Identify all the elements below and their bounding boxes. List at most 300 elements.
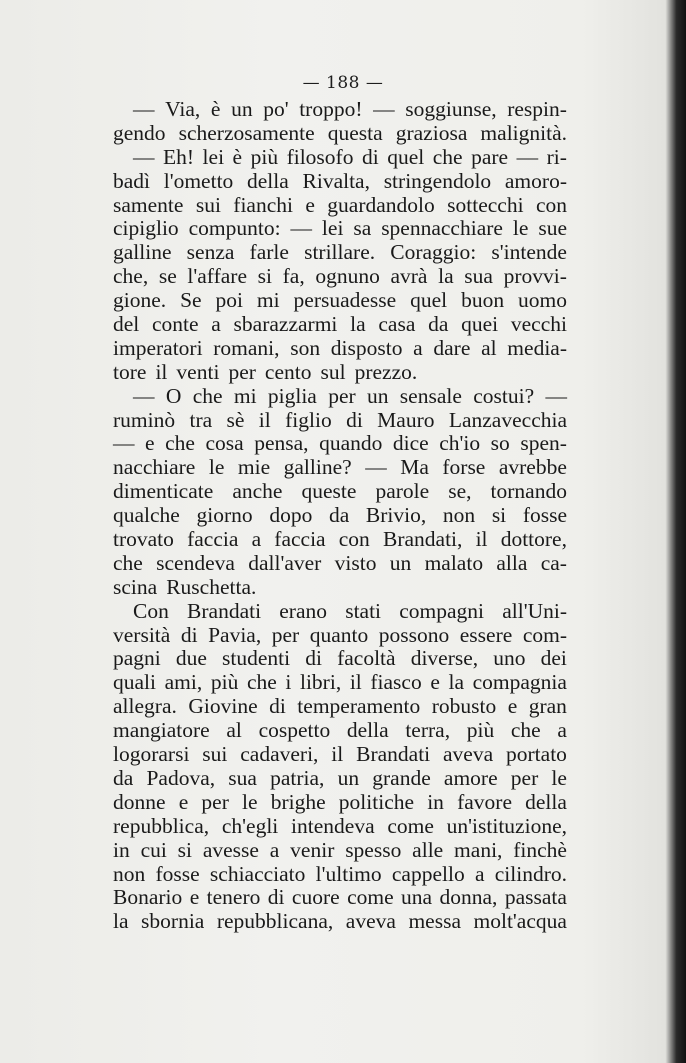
word: fosse [522,503,567,528]
word: diverse, [410,646,479,671]
word: di [269,694,286,719]
body-text [113,98,567,934]
word: sui [202,742,228,767]
word: venti [176,359,220,384]
word: prezzo. [354,359,418,384]
word: per [510,765,539,790]
word: scina [113,574,158,599]
word: in [113,837,130,862]
word: sua [228,765,257,790]
word: qualche [113,503,180,528]
word: portato [506,742,567,767]
word: a [211,312,221,337]
word: compunto: [188,216,281,241]
word: dei [540,646,567,671]
word: — [133,97,155,121]
word: da [113,765,134,790]
text-line [113,647,567,671]
word: aveva [345,909,396,934]
word: Giovine [188,694,258,719]
word: po' [263,97,289,121]
word: mi [256,288,280,313]
word: Brandati, [382,527,463,552]
word: — [373,97,395,121]
word: buon [461,288,505,313]
word: queste [301,479,357,504]
text-line [113,815,567,839]
word: con [338,527,370,552]
word: fa, [282,264,305,289]
text-line [113,695,567,719]
word: farle [249,240,289,265]
word: strillare. [304,240,376,265]
word: se, [448,479,472,504]
word: costui? [473,383,535,408]
word: si [177,837,193,862]
word: sui [195,192,221,217]
word: Ma [400,455,429,480]
word: pare [471,144,509,169]
word: i [285,670,292,695]
word: avesse [202,837,259,862]
word: Con [133,598,169,623]
word: quel [410,288,448,313]
word: galline [113,240,172,265]
word: robusto [431,694,497,719]
word: messa [408,909,461,934]
word: piglia [267,383,317,408]
word: mi [233,383,257,408]
word: facoltà [337,646,396,671]
word: anche [232,479,283,504]
word: gendo [113,120,166,145]
word: a [557,718,567,743]
word: la [350,312,366,337]
word: mangiatore [113,718,210,743]
word: patria, [270,765,325,790]
word: conte [152,312,199,337]
word: come [347,885,394,910]
word: repubblicana, [216,909,334,934]
word: Padova, [146,765,216,790]
word: malignità. [480,120,567,145]
word: sua [464,264,493,289]
word: sul [320,359,346,384]
word: alle [412,837,444,862]
text-line [113,576,567,600]
word: malato [424,550,484,575]
word: è [210,97,221,121]
word: cospetto [258,718,331,743]
word: faccia [274,527,326,552]
word: come [387,813,434,838]
text-line [113,409,567,433]
text-line [113,552,567,576]
word: Brandati [356,742,431,767]
word: per [328,383,356,408]
word: da [428,312,449,337]
word: parole [375,479,430,504]
word: — [133,144,155,169]
word: più [210,670,239,695]
word: mani, [454,837,503,862]
word: due [175,646,207,671]
word: intendeva [291,813,375,838]
text-line [113,98,567,122]
word: il [475,527,488,552]
word: un [366,383,389,408]
word: media- [507,335,567,360]
text-line [113,217,567,241]
word: erano [279,598,328,623]
word: avrebbe [498,455,567,480]
word: e [189,885,200,910]
word: Ruschetta. [166,574,257,599]
word: quando [319,431,383,456]
word: che [113,550,143,575]
word: più [250,144,279,169]
text-line [113,289,567,313]
word: sensale [399,383,462,408]
word: che [510,718,541,743]
word: da [328,503,350,528]
word: il [258,407,271,432]
word: essere [459,622,513,647]
word: aveva [443,742,494,767]
word: son [290,335,321,360]
word: e [507,694,518,719]
word: fiasco [370,670,422,695]
word: in [427,789,444,814]
text-line [113,886,567,910]
word: allegra. [113,694,177,719]
word: galline? [283,455,352,480]
word: l'affare [187,264,247,289]
word: uomo [518,288,567,313]
word: nacchiare [113,455,196,480]
word: imperatori [113,335,203,360]
word: compagni [399,598,485,623]
word: provvi- [503,264,567,289]
text-line [113,839,567,863]
word: — [545,383,567,408]
word: Via, [165,97,201,121]
word: Brivio, [365,503,427,528]
word: della [525,789,567,814]
word: s'intende [491,240,567,265]
word: non [442,503,476,528]
word: a [474,861,485,886]
word: tra [189,407,213,432]
word: e [145,431,155,456]
word: e [430,670,440,695]
word: di [305,646,322,671]
word: del [113,312,140,337]
word: libri, [299,670,342,695]
word: quanto [309,622,369,647]
word: stati [345,598,382,623]
word: Eh! [163,144,195,169]
word: fosse [155,861,200,886]
word: pensa, [254,431,309,456]
word: soggiunse, [405,97,497,121]
word: versità [113,622,171,647]
word: ch'io [439,431,481,456]
word: venir [290,837,335,862]
word: studenti [222,646,291,671]
word: samente [113,192,184,217]
word: a [269,837,280,862]
word: guardandolo [327,192,435,217]
word: per [201,789,229,814]
word: per [228,359,256,384]
word: temperamento [297,694,421,719]
word: donne [113,789,166,814]
word: grande [372,765,431,790]
word: quali [113,670,156,695]
word: l'ometto [163,168,234,193]
word: romani, [213,335,280,360]
word: dopo [269,503,313,528]
word: l'ultimo [315,861,382,886]
word: al [226,718,242,743]
word: lei [321,216,344,241]
text-line [113,313,567,337]
word: quel [387,144,425,169]
word: ri- [546,144,567,169]
word: schiacciato [209,861,306,886]
word: giorno [196,503,253,528]
word: tenero [206,885,261,910]
word: sottecchi [447,192,524,217]
word: dall'aver [248,550,322,575]
text-line [113,170,567,194]
word: con [535,192,567,217]
word: sè [226,407,245,432]
word: la [438,264,454,289]
text-line [113,719,567,743]
word: il [155,359,168,384]
word: più [466,718,495,743]
word: il [349,670,362,695]
word: Lanzavecchia [448,407,567,432]
word: troppo! [299,97,363,121]
word: possono [378,622,450,647]
word: della [247,168,289,193]
word: visto [334,550,377,575]
word: — [290,216,312,241]
text-line [113,671,567,695]
word: filosofo [286,144,354,169]
word: molt'acqua [473,909,567,934]
word: si [257,264,272,289]
word: O [165,383,182,408]
word: che [192,383,223,408]
word: dottore, [500,527,567,552]
word: forse [442,455,486,480]
word: Se [180,288,202,313]
word: le [512,216,529,241]
word: compagnia [472,670,567,695]
word: ca- [540,550,567,575]
word: stringendolo [383,168,492,193]
word: di [180,622,198,647]
word: mie [237,455,271,480]
word: spen- [520,431,567,456]
word: la [113,909,129,934]
word: di [346,407,363,432]
text-line [113,456,567,480]
text-line [113,361,567,385]
word: un [389,550,412,575]
word: persuadesse [293,288,397,313]
word: gran [528,694,567,719]
text-line [113,528,567,552]
word: poi [215,288,243,313]
text-line [113,600,567,624]
word: Rivalta, [302,168,370,193]
word: — [365,455,387,480]
word: Pavia, [208,622,262,647]
word: scherzosamente [178,120,315,145]
word: donna, [439,885,498,910]
text-line [113,194,567,218]
word: finchè [513,837,567,862]
word: quei [461,312,499,337]
word: figlio [285,407,332,432]
word: cento [264,359,312,384]
word: ognuno [315,264,380,289]
word: politiche [338,789,415,814]
word: ruminò [113,407,176,432]
word: com- [522,622,567,647]
word: badì [113,168,151,193]
text-line [113,146,567,170]
text-line [113,122,567,146]
text-line [113,910,567,934]
word: una [401,885,433,910]
word: cilindro. [494,861,567,886]
word: uno [493,646,526,671]
word: Coraggio: [390,240,477,265]
word: che, [113,264,149,289]
word: Brandati [187,598,262,623]
word: tornando [490,479,567,504]
word: al [481,335,497,360]
text-line [113,624,567,648]
text-line [113,337,567,361]
word: che [432,144,463,169]
word: Bonario [113,885,183,910]
word: so [490,431,510,456]
word: e [305,192,315,217]
word: cipiglio [113,216,179,241]
word: cappello [391,861,465,886]
word: faccia [187,527,239,552]
word: logorarsi [113,742,190,767]
text-line [113,791,567,815]
word: — [516,144,539,169]
word: graziosa [395,120,468,145]
word: sbarazzarmi [233,312,338,337]
word: questa [327,120,383,145]
word: pagni [113,646,161,671]
text-line [113,432,567,456]
word: non [113,861,146,886]
text-line [113,241,567,265]
word: se [158,264,177,289]
word: è [232,144,243,169]
word: favore [457,789,512,814]
text-line [113,265,567,289]
word: a [413,335,423,360]
text-line [113,743,567,767]
word: repubblica, [113,813,210,838]
word: alla [496,550,528,575]
word: amore [443,765,498,790]
word: avrà [390,264,428,289]
word: passata [504,885,567,910]
word: cadaveri, [240,742,319,767]
word: la [448,670,465,695]
word: un [337,765,360,790]
text-line [113,385,567,409]
word: gione. [113,288,167,313]
word: sa [353,216,372,241]
word: dimenticate [113,479,214,504]
word: terra, [405,718,451,743]
word: che [165,431,195,456]
word: spesso [345,837,402,862]
word: per [271,622,300,647]
word: le [551,765,567,790]
text-line [113,767,567,791]
word: scendeva [156,550,235,575]
word: tore [113,359,147,384]
word: di [267,885,285,910]
word: il [331,742,344,767]
word: della [346,718,389,743]
word: lei [202,144,225,169]
word: le [208,455,225,480]
word: trovato [113,527,174,552]
word: di [361,144,379,169]
word: respin- [507,97,567,121]
text-line [113,480,567,504]
word: un'istituzione, [446,813,567,838]
word: si [491,503,507,528]
word: le [242,789,258,814]
word: a [251,527,262,552]
word: — [133,383,155,408]
word: dare [433,335,471,360]
word: e [178,789,189,814]
word: ch'egli [221,813,279,838]
word: sbornia [141,909,205,934]
word: amoro- [504,168,567,193]
word: che [246,670,277,695]
word: Mauro [377,407,435,432]
word: ami, [164,670,203,695]
word: spennacchiare [381,216,503,241]
word: cuore [291,885,340,910]
word: cosa [205,431,244,456]
word: cui [140,837,167,862]
word: brighe [270,789,326,814]
word: disposto [330,335,403,360]
word: sue [538,216,567,241]
word: vecchi [510,312,567,337]
